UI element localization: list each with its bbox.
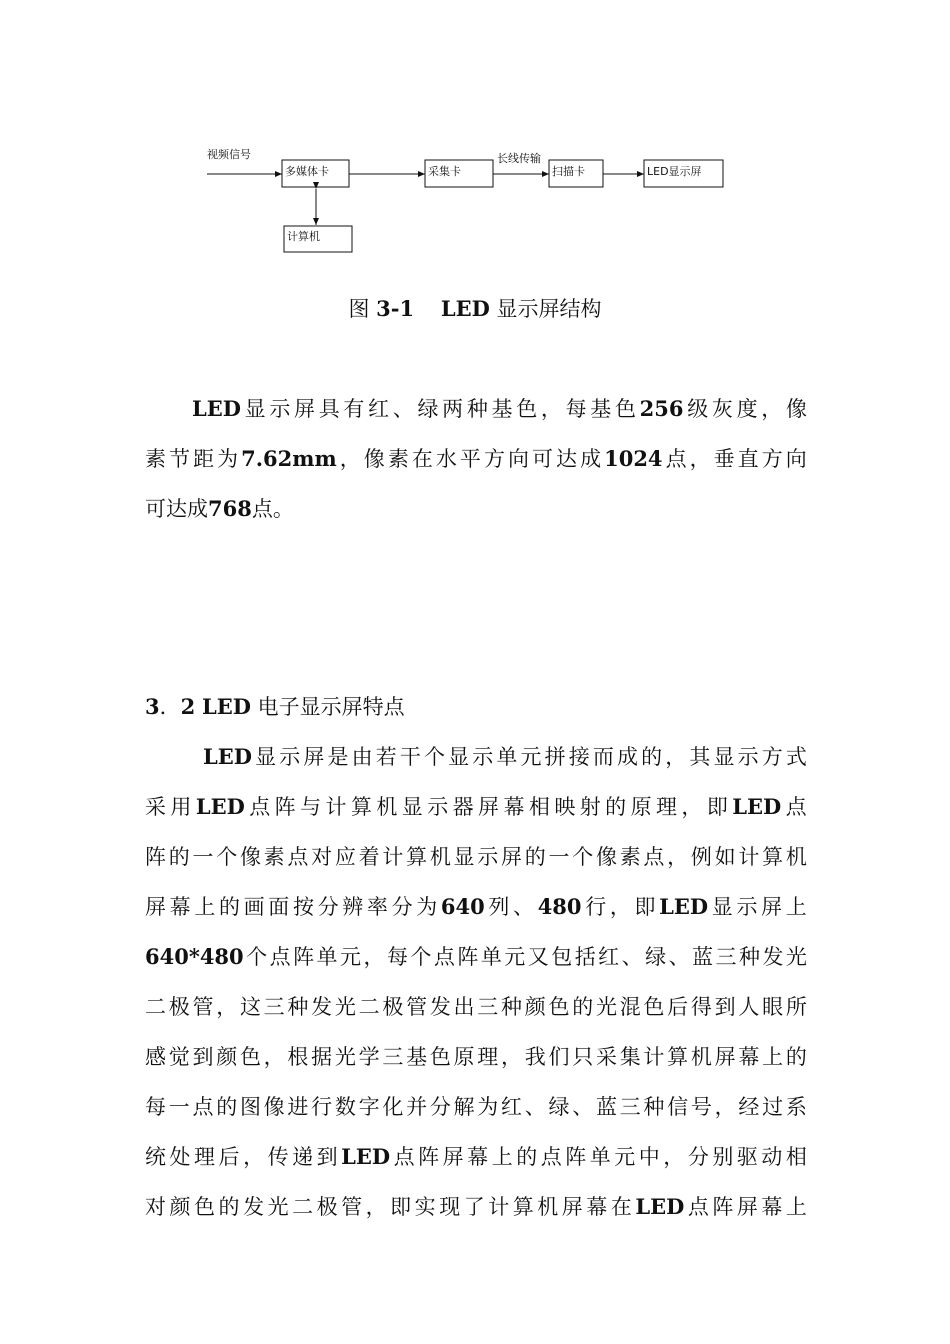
text-line: 640*480 个 点 阵 单 元 ， 每 个 点 阵 单 元 又 包 括 红 、 绿 、 蓝 三 种 发 光 (145, 944, 807, 969)
text-line: 可达成 768 点。 (145, 496, 294, 521)
scan-card-label: 扫描卡 (552, 165, 585, 178)
video-signal-label: 视频信号 (207, 148, 251, 161)
led-structure-diagram (0, 0, 950, 270)
text-line: 每 一 点 的 图 像 进 行 数 字 化 并 分 解 为 红 、 绿 、 蓝 三 种 信 号 ， 经 过 系 (145, 1095, 807, 1119)
paragraph-led-spec (145, 384, 807, 534)
computer-label: 计算机 (287, 230, 320, 243)
text-line: 阵 的 一 个 像 素 点 对 应 着 计 算 机 显 示 屏 的 一 个 像 素 点 ， 例 如 计 算 机 (145, 845, 807, 869)
text-line: 二 极 管 ， 这 三 种 发 光 二 极 管 发 出 三 种 颜 色 的 光 混 色 后 得 到 人 眼 所 (145, 995, 807, 1019)
text-line: LED 显 示 屏 是 由 若 干 个 显 示 单 元 拼 接 而 成 的 ， 其 显 示 方 式 (203, 744, 807, 769)
text-line: 素 节 距 为 7.62mm ， 像 素 在 水 平 方 向 可 达 成 1024 点 ， 垂 直 方 向 (145, 446, 807, 471)
text-line: 统 处 理 后 ， 传 递 到 LED 点 阵 屏 幕 上 的 点 阵 单 元 中 ， 分 别 驱 动 相 (145, 1144, 807, 1169)
section-heading: 3．2 LED 电子显示屏特点 (145, 694, 405, 719)
text-line: 采 用 LED 点 阵 与 计 算 机 显 示 器 屏 幕 相 映 射 的 原 理 ， 即 LED 点 (145, 794, 807, 819)
text-line: 感 觉 到 颜 色 ， 根 据 光 学 三 基 色 原 理 ， 我 们 只 采 集 计 算 机 屏 幕 上 的 (145, 1045, 807, 1069)
long-line-transmission-label: 长线传输 (497, 152, 541, 165)
figure-caption: 图 3-1 LED 显示屏结构 (348, 296, 602, 321)
multimedia-card-label: 多媒体卡 (285, 165, 329, 178)
led-screen-label: LED显示屏 (647, 165, 702, 178)
text-line: 对 颜 色 的 发 光 二 极 管 ， 即 实 现 了 计 算 机 屏 幕 在 LED 点 阵 屏 幕 上 (145, 1194, 807, 1219)
text-line: LED 显 示 屏 具 有 红 、 绿 两 种 基 色 ， 每 基 色 256 级 灰 度 ， 像 (192, 396, 807, 421)
text-line: 屏 幕 上 的 画 面 按 分 辨 率 分 为 640 列 、 480 行 ， 即 LED 显 示 屏 上 (145, 894, 807, 919)
paragraph-led-features (145, 732, 807, 1232)
capture-card-label: 采集卡 (428, 165, 461, 178)
